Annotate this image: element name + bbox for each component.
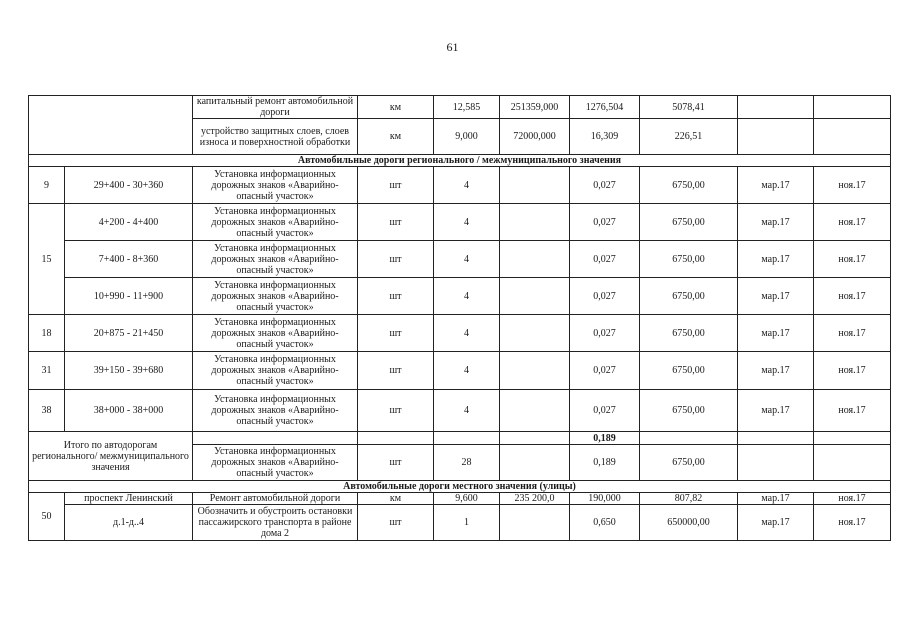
start-cell: мар.17 [738, 167, 814, 204]
cost-cell [500, 241, 570, 278]
total-sum-value: 0,189 [570, 432, 640, 445]
start-cell [738, 96, 814, 119]
value1-cell: 0,027 [570, 278, 640, 315]
value1-cell: 0,650 [570, 505, 640, 541]
value2-cell: 6750,00 [640, 204, 738, 241]
page-number: 61 [446, 40, 459, 54]
end-cell [814, 445, 891, 481]
quantity-cell: 4 [434, 241, 500, 278]
row-number: 18 [29, 315, 65, 352]
end-cell: ноя.17 [814, 204, 891, 241]
empty-cell [358, 432, 434, 445]
value1-cell: 190,000 [570, 493, 640, 505]
cost-cell: 72000,000 [500, 119, 570, 155]
work-description: капитальный ремонт автомобильной дороги [193, 96, 358, 119]
quantity-cell: 4 [434, 390, 500, 432]
row-number: 38 [29, 390, 65, 432]
work-description: Обозначить и обустроить остановки пассажирского транспорта в районе дома 2 [193, 505, 358, 541]
table-row [29, 505, 891, 541]
section-header-row [29, 155, 891, 167]
section-header-regional: Автомобильные дороги регионального / межмуниципального значения [29, 155, 891, 167]
unit-cell: шт [358, 204, 434, 241]
quantity-cell: 4 [434, 315, 500, 352]
end-cell [814, 96, 891, 119]
table-row [29, 390, 891, 432]
work-description: Установка информационных дорожных знаков «Аварийно-опасный участок» [193, 278, 358, 315]
km-range: 29+400 - 30+360 [65, 167, 193, 204]
value1-cell: 0,027 [570, 204, 640, 241]
cost-cell [500, 315, 570, 352]
value2-cell: 807,82 [640, 493, 738, 505]
work-description: Установка информационных дорожных знаков «Аварийно-опасный участок» [193, 315, 358, 352]
cost-cell [500, 167, 570, 204]
cost-cell [500, 352, 570, 390]
unit-cell: шт [358, 352, 434, 390]
value2-cell: 6750,00 [640, 445, 738, 481]
unit-cell: км [358, 493, 434, 505]
end-cell: ноя.17 [814, 241, 891, 278]
start-cell: мар.17 [738, 493, 814, 505]
section-header-row [29, 481, 891, 493]
start-cell: мар.17 [738, 204, 814, 241]
km-range: 4+200 - 4+400 [65, 204, 193, 241]
table-row [29, 96, 891, 119]
work-description: Установка информационных дорожных знаков «Аварийно-опасный участок» [193, 204, 358, 241]
km-range: 39+150 - 39+680 [65, 352, 193, 390]
table-row [29, 493, 891, 505]
value2-cell: 6750,00 [640, 278, 738, 315]
quantity-cell: 12,585 [434, 96, 500, 119]
value2-cell: 6750,00 [640, 241, 738, 278]
quantity-cell: 4 [434, 278, 500, 315]
km-range: 10+990 - 11+900 [65, 278, 193, 315]
address-cell: д.1-д..4 [65, 505, 193, 541]
work-description: Установка информационных дорожных знаков «Аварийно-опасный участок» [193, 241, 358, 278]
road-works-table [28, 95, 891, 541]
unit-cell: шт [358, 505, 434, 541]
km-range: 20+875 - 21+450 [65, 315, 193, 352]
end-cell: ноя.17 [814, 352, 891, 390]
quantity-cell: 1 [434, 505, 500, 541]
unit-cell: км [358, 96, 434, 119]
empty-cell [193, 432, 358, 445]
work-description: Установка информационных дорожных знаков «Аварийно-опасный участок» [193, 445, 358, 481]
cost-cell [500, 390, 570, 432]
value1-cell: 0,027 [570, 390, 640, 432]
unit-cell: шт [358, 278, 434, 315]
value1-cell: 0,027 [570, 315, 640, 352]
quantity-cell: 9,600 [434, 493, 500, 505]
value2-cell: 6750,00 [640, 167, 738, 204]
value1-cell: 16,309 [570, 119, 640, 155]
row-number: 50 [29, 493, 65, 541]
section-header-local: Автомобильные дороги местного значения (улицы) [29, 481, 891, 493]
quantity-cell: 28 [434, 445, 500, 481]
value1-cell: 0,189 [570, 445, 640, 481]
empty-cell [640, 432, 738, 445]
cost-cell [500, 204, 570, 241]
work-description: устройство защитных слоев, слоев износа и поверхностной обработки [193, 119, 358, 155]
work-description: Установка информационных дорожных знаков «Аварийно-опасный участок» [193, 352, 358, 390]
table-row [29, 315, 891, 352]
table-row [29, 352, 891, 390]
table-row [29, 167, 891, 204]
empty-cell [738, 432, 814, 445]
start-cell [738, 119, 814, 155]
empty-cell [500, 432, 570, 445]
value2-cell: 650000,00 [640, 505, 738, 541]
row-number: 15 [29, 204, 65, 315]
end-cell: ноя.17 [814, 278, 891, 315]
unit-cell: шт [358, 445, 434, 481]
empty-cell [434, 432, 500, 445]
value2-cell: 6750,00 [640, 390, 738, 432]
quantity-cell: 4 [434, 352, 500, 390]
cost-cell: 251359,000 [500, 96, 570, 119]
start-cell: мар.17 [738, 315, 814, 352]
table-row [29, 278, 891, 315]
quantity-cell: 4 [434, 204, 500, 241]
end-cell: ноя.17 [814, 315, 891, 352]
start-cell: мар.17 [738, 241, 814, 278]
address-cell: проспект Ленинский [65, 493, 193, 505]
total-label: Итого по автодорогам регионального/ межмуниципального значения [29, 432, 193, 481]
cost-cell [500, 445, 570, 481]
table-row [29, 204, 891, 241]
value1-cell: 0,027 [570, 352, 640, 390]
end-cell: ноя.17 [814, 390, 891, 432]
quantity-cell: 9,000 [434, 119, 500, 155]
work-description: Ремонт автомобильной дороги [193, 493, 358, 505]
value2-cell: 5078,41 [640, 96, 738, 119]
value2-cell: 6750,00 [640, 352, 738, 390]
value2-cell: 6750,00 [640, 315, 738, 352]
cost-cell: 235 200,0 [500, 493, 570, 505]
end-cell: ноя.17 [814, 167, 891, 204]
start-cell: мар.17 [738, 505, 814, 541]
km-range: 7+400 - 8+360 [65, 241, 193, 278]
start-cell: мар.17 [738, 390, 814, 432]
unit-cell: км [358, 119, 434, 155]
unit-cell: шт [358, 315, 434, 352]
start-cell [738, 445, 814, 481]
end-cell: ноя.17 [814, 493, 891, 505]
cost-cell [500, 505, 570, 541]
row-number: 31 [29, 352, 65, 390]
end-cell [814, 119, 891, 155]
table-row [29, 241, 891, 278]
end-cell: ноя.17 [814, 505, 891, 541]
unit-cell: шт [358, 167, 434, 204]
empty-cell [814, 432, 891, 445]
start-cell: мар.17 [738, 278, 814, 315]
cost-cell [500, 278, 570, 315]
start-cell: мар.17 [738, 352, 814, 390]
quantity-cell: 4 [434, 167, 500, 204]
row-number: 9 [29, 167, 65, 204]
unit-cell: шт [358, 241, 434, 278]
work-description: Установка информационных дорожных знаков «Аварийно-опасный участок» [193, 390, 358, 432]
unit-cell: шт [358, 390, 434, 432]
km-range: 38+000 - 38+000 [65, 390, 193, 432]
total-row [29, 432, 891, 445]
value1-cell: 0,027 [570, 167, 640, 204]
work-description: Установка информационных дорожных знаков «Аварийно-опасный участок» [193, 167, 358, 204]
value1-cell: 1276,504 [570, 96, 640, 119]
value1-cell: 0,027 [570, 241, 640, 278]
empty-cell [29, 96, 193, 155]
value2-cell: 226,51 [640, 119, 738, 155]
